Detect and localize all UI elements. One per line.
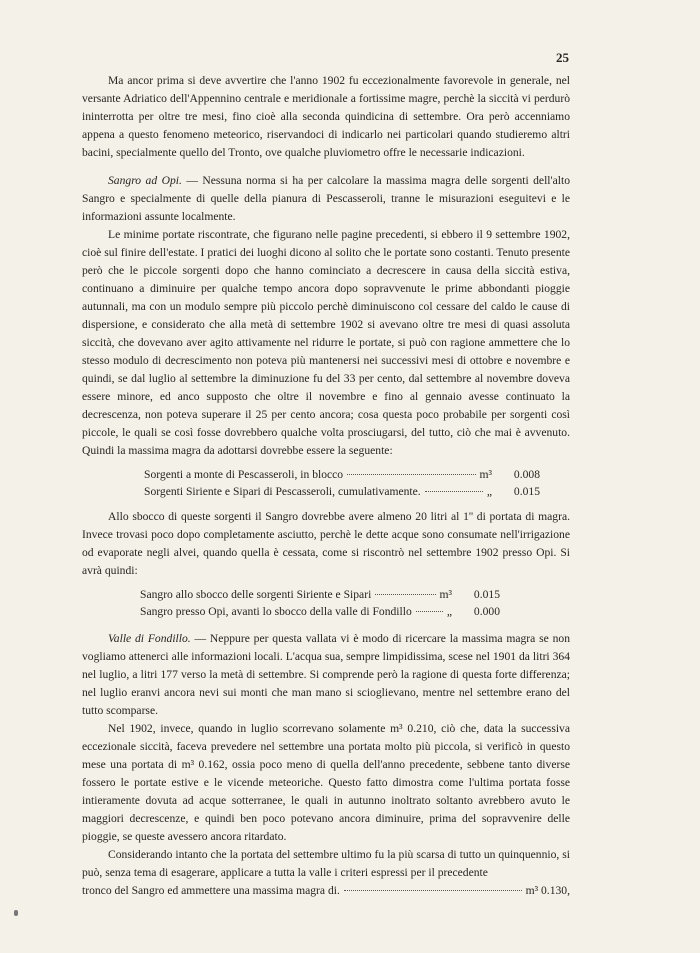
row-value: 0.008 <box>513 468 540 481</box>
table-row <box>140 586 500 603</box>
row-unit: m³ <box>439 588 452 601</box>
row-unit: „ <box>446 605 452 618</box>
row-value: 0.015 <box>513 485 540 498</box>
paragraph-considerando-end <box>82 882 570 900</box>
dot-leader <box>416 611 443 612</box>
section-sangro-ad-opi <box>82 172 570 226</box>
table-sangro-opi <box>140 586 500 620</box>
row-unit: m³ <box>479 468 492 481</box>
table-row <box>144 466 540 483</box>
section-title-sangro-ad-opi: Sangro ad Opi. <box>108 174 182 187</box>
end-line-text: tronco del Sangro ed ammettere una massima magra di. <box>82 884 340 897</box>
row-value: 0.015 <box>473 588 500 601</box>
section-title-valle-di-fondillo: Valle di Fondillo. <box>108 632 191 645</box>
row-unit: „ <box>486 485 492 498</box>
row-label: Sangro allo sbocco delle sorgenti Siriente e Sipari <box>140 588 372 601</box>
dot-leader <box>375 594 435 595</box>
table-row <box>144 483 540 500</box>
row-label: Sorgenti Siriente e Sipari di Pescasseroli, cumulativamente. <box>144 485 421 498</box>
section-intro-fondillo: — Neppure per questa vallata vi è modo di ricercare la massima magra se non vogliamo attenerci alle informazioni locali. L'acqua sua, sempre limpidissima, scese nel 1901 da litri 364 nel luglio, a litri 177 verso la metà di settembre. Si comprende però la ragione di questa forte differenza; nel luglio eranvi ancora nevi sui monti che man mano si scioglievano, mentre nel settembre erano del tutto scomparse. <box>82 632 570 717</box>
paragraph-nel-1902: Nel 1902, invece, quando in luglio scorrevano solamente m³ 0.210, ciò che, data la successiva eccezionale siccità, faceva prevedere nel settembre una portata molto più piccola, si verificò in questo mese una portata di m³ 0.162, ossia poco meno di quella dell'anno precedente, sebbene tanto diverse fossero le portate estive e le vicende meteoriche. Questo fatto dimostra come l'ultima portata fosse intieramente dovuta ad acque sotterranee, le quali in autunno inoltrato soltanto avrebbero avuto le maggiori decrescenze, e quindi ben poco potevano ancora diminuire, prima del sopravvenire delle pioggie, se queste avessero ancora ritardato. <box>82 722 570 843</box>
row-value: 0.000 <box>473 605 500 618</box>
end-line-value: m³ 0.130, <box>525 884 570 897</box>
dot-leader <box>344 890 522 891</box>
paragraph-considerando: Considerando intanto che la portata del settembre ultimo fu la più scarsa di tutto un quinquennio, si può, senza tema di esagerare, applicare a tutta la valle i criteri espressi per il precedente <box>82 848 570 879</box>
section-valle-di-fondillo <box>82 630 570 720</box>
table-row <box>140 603 500 620</box>
paragraph-sbocco-sorgenti: Allo sbocco di queste sorgenti il Sangro dovrebbe avere almeno 20 litri al 1'' di portata di magra. Invece trovasi poco dopo completamente asciutto, perchè le dette acque sono consumate nell'irrigazione od evaporate negli alvei, quando quella è cessata, come si riscontrò nel settembre 1902 presso Opi. Si avrà quindi: <box>82 510 570 577</box>
row-label: Sorgenti a monte di Pescasseroli, in blocco <box>144 468 344 481</box>
dot-leader <box>347 474 475 475</box>
paragraph-intro: Ma ancor prima si deve avvertire che l'anno 1902 fu eccezionalmente favorevole in generale, nel versante Adriatico dell'Appennino centrale e meridionale a fortissime magre, perchè la siccità vi perdurò ininterrotta per oltre tre mesi, fino cioè alla seconda quindicina di settembre. Ora però accenniamo appena a questo fenomeno meteorico, riservandoci di indicarlo nei particolari quando studieremo altri bacini, specialmente quello del Tronto, ove qualche pluviometro offre le necessarie indicazioni. <box>82 74 570 159</box>
table-magra-sorgenti <box>144 466 540 500</box>
page-number: 25 <box>556 50 569 65</box>
row-label: Sangro presso Opi, avanti lo sbocco della valle di Fondillo <box>140 605 412 618</box>
dot-leader <box>425 491 483 492</box>
scan-mark <box>14 910 18 916</box>
paragraph-minime-portate: Le minime portate riscontrate, che figurano nelle pagine precedenti, si ebbero il 9 settembre 1902, cioè sul finire dell'estate. I pratici dei luoghi dicono al solito che le portate sono costanti. Tenuto presente però che le piccole sorgenti dopo che hanno cominciato a decrescere in causa della siccità estiva, continuano a diminuire per qualche tempo ancora dopo sopravvenute le prime abbondanti pioggie autunnali, ma con un modulo sempre più piccolo perchè diminuiscono col cessare del caldo le cause di dispersione, e considerato che alla metà di settembre 1902 si avevano oltre tre mesi di quasi assoluta siccità, che dovevano aver agito attivamente nel ridurre le portate, si può con ragione ammettere che lo stesso modulo di decrescimento non poteva più mantenersi nei successivi mesi di ottobre e novembre e quindi, se dal luglio al settembre la diminuzione fu del 33 per cento, dal settembre al novembre doveva essere minore, ed anco supposto che oltre il novembre e fino al gennaio avesse continuato la decrescenza, non poteva superare il 25 per cento ancora; cosa questa poco probabile per sorgenti così piccole, le quali se così fosse dovrebbero qualche volta prosciugarsi, del tutto, ciò che mai è avvenuto. Quindi la massima magra da adottarsi dovrebbe essere la seguente: <box>82 228 570 457</box>
section-intro-sangro: — Nessuna norma si ha per calcolare la massima magra delle sorgenti dell'alto Sangro e specialmente di quelle della pianura di Pescasseroli, tranne le misurazioni eseguitevi e le informazioni assunte localmente. <box>82 174 570 223</box>
